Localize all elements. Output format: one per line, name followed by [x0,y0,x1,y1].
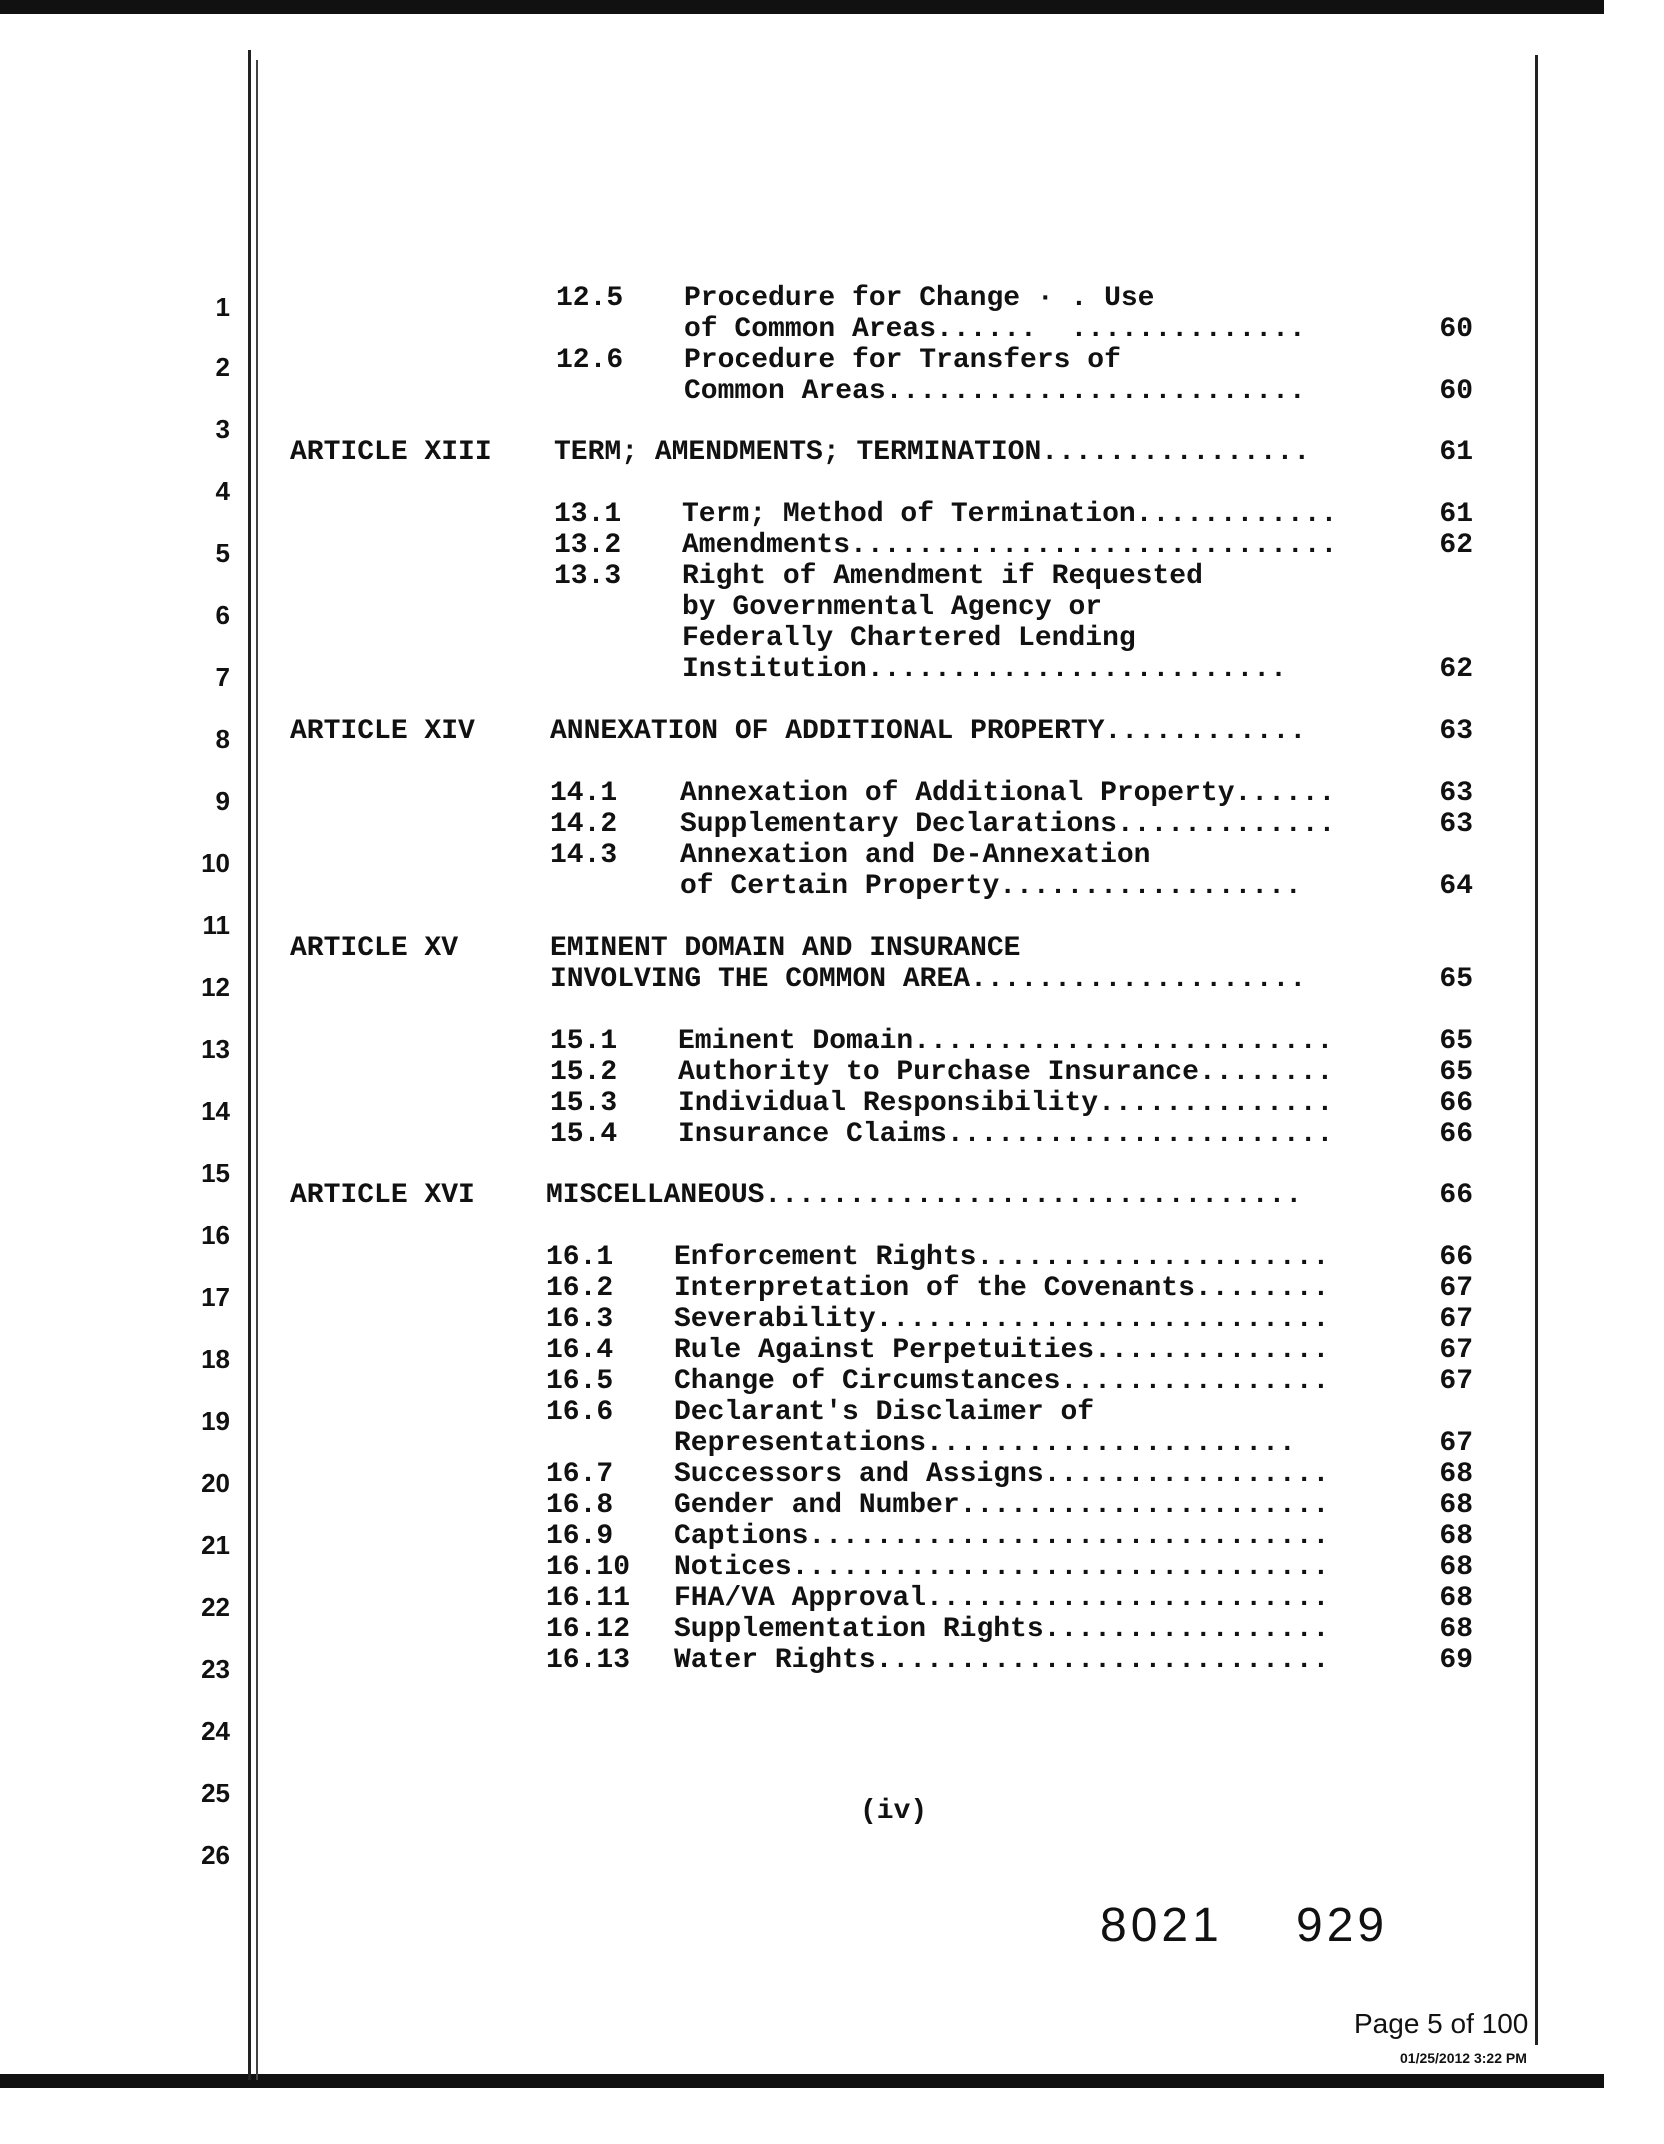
page-reference: 65 [1439,1057,1473,1088]
section-number: 15.1 [550,1026,618,1057]
recording-stamp-page: 929 [1296,1899,1389,1952]
section-title: Term; Method of Termination............ [682,499,1338,530]
right-margin-rule [1535,55,1538,2045]
section-number: 14.2 [550,809,618,840]
section-number: 13.2 [554,530,622,561]
line-number: 23 [201,1654,230,1684]
section-title: Procedure for Transfers of [684,345,1121,376]
section-title: Interpretation of the Covenants........ [674,1273,1330,1304]
section-number: 12.5 [556,283,624,314]
article-label: ARTICLE XIV [290,716,475,747]
article-label: ARTICLE XVI [290,1180,475,1211]
article-title: ANNEXATION OF ADDITIONAL PROPERTY............ [550,716,1307,747]
page-reference: 64 [1439,871,1473,902]
section-title: Insurance Claims....................... [678,1119,1334,1150]
page-reference: 66 [1439,1119,1473,1150]
section-number: 16.9 [546,1521,614,1552]
page-reference: 68 [1439,1583,1473,1614]
scan-edge-top [0,0,1604,14]
line-number: 4 [215,476,230,506]
page-reference: 67 [1439,1428,1473,1459]
line-number: 2 [215,352,230,382]
section-title: Common Areas......................... [684,376,1306,407]
line-number: 17 [201,1282,230,1312]
footer-page-label: Page 5 of 100 [1354,2008,1529,2039]
page-reference: 65 [1439,964,1473,995]
section-title: Eminent Domain......................... [678,1026,1334,1057]
left-margin-rule-inner [256,60,258,2080]
line-number: 13 [201,1034,230,1064]
line-number: 12 [201,972,230,1002]
section-title: FHA/VA Approval........................ [674,1583,1330,1614]
page-reference: 60 [1439,314,1473,345]
scan-edge-bottom [0,2074,1604,2088]
page-reference: 63 [1439,778,1473,809]
page-reference: 67 [1439,1335,1473,1366]
page-reference: 68 [1439,1614,1473,1645]
recording-stamp-book: 8021 [1100,1899,1223,1952]
section-title: Successors and Assigns................. [674,1459,1330,1490]
section-title: Procedure for Change · . Use [684,283,1155,314]
section-title: Federally Chartered Lending [682,623,1136,654]
section-title: Annexation of Additional Property...... [680,778,1336,809]
line-number: 19 [201,1406,230,1436]
section-number: 14.3 [550,840,618,871]
section-title: Supplementation Rights................. [674,1614,1330,1645]
footer-date-time: 01/25/2012 3:22 PM [1400,2050,1527,2066]
line-number: 10 [201,848,230,878]
section-title: Right of Amendment if Requested [682,561,1203,592]
section-title: Severability........................... [674,1304,1330,1335]
section-title: Annexation and De-Annexation [680,840,1151,871]
section-title: Representations...................... [674,1428,1296,1459]
section-number: 13.3 [554,561,622,592]
article-title: EMINENT DOMAIN AND INSURANCE [550,933,1021,964]
section-number: 15.3 [550,1088,618,1119]
line-number: 21 [201,1530,230,1560]
section-title: by Governmental Agency or [682,592,1103,623]
section-title: of Certain Property.................. [680,871,1302,902]
section-number: 16.6 [546,1397,614,1428]
section-title: Gender and Number...................... [674,1490,1330,1521]
section-title: Individual Responsibility.............. [678,1088,1334,1119]
line-number: 14 [201,1096,230,1126]
section-title: Declarant's Disclaimer of [674,1397,1095,1428]
page-reference: 61 [1439,437,1473,468]
line-number: 18 [201,1344,230,1374]
line-number: 6 [215,600,230,630]
section-number: 16.10 [546,1552,631,1583]
section-number: 16.11 [546,1583,631,1614]
page-reference: 63 [1439,809,1473,840]
section-number: 15.2 [550,1057,618,1088]
section-number: 14.1 [550,778,618,809]
article-title: MISCELLANEOUS................................ [546,1180,1303,1211]
line-number: 7 [215,662,230,692]
page-reference: 68 [1439,1490,1473,1521]
section-number: 16.12 [546,1614,631,1645]
page-reference: 63 [1439,716,1473,747]
page-reference: 67 [1439,1366,1473,1397]
page-reference: 62 [1439,530,1473,561]
page-reference: 61 [1439,499,1473,530]
page-reference: 68 [1439,1521,1473,1552]
page-reference: 66 [1439,1242,1473,1273]
line-number: 20 [201,1468,230,1498]
article-title: TERM; AMENDMENTS; TERMINATION................ [554,437,1311,468]
section-title: of Common Areas...... .............. [684,314,1306,345]
section-number: 16.13 [546,1645,631,1676]
section-title: Enforcement Rights..................... [674,1242,1330,1273]
line-number: 11 [202,910,230,940]
line-number: 25 [201,1778,230,1808]
section-title: Rule Against Perpetuities.............. [674,1335,1330,1366]
line-number: 26 [201,1840,230,1870]
line-number: 22 [201,1592,230,1622]
section-number: 16.2 [546,1273,614,1304]
section-title: Notices................................ [674,1552,1330,1583]
line-number: 8 [215,724,230,754]
line-number: 5 [215,538,230,568]
section-title: Authority to Purchase Insurance........ [678,1057,1334,1088]
line-number: 1 [215,292,230,322]
section-title: Supplementary Declarations............. [680,809,1336,840]
line-number: 16 [201,1220,230,1250]
article-label: ARTICLE XIII [290,437,492,468]
section-number: 12.6 [556,345,624,376]
page-reference: 69 [1439,1645,1473,1676]
page-reference: 65 [1439,1026,1473,1057]
section-number: 16.5 [546,1366,614,1397]
section-title: Change of Circumstances................ [674,1366,1330,1397]
section-number: 16.8 [546,1490,614,1521]
page-number-roman: (iv) [860,1796,928,1827]
page-reference: 67 [1439,1304,1473,1335]
left-margin-rule [248,50,251,2080]
section-number: 15.4 [550,1119,618,1150]
page-reference: 68 [1439,1552,1473,1583]
page-reference: 66 [1439,1088,1473,1119]
section-number: 16.3 [546,1304,614,1335]
section-title: Water Rights........................... [674,1645,1330,1676]
line-number: 15 [201,1158,230,1188]
article-label: ARTICLE XV [290,933,459,964]
section-number: 16.7 [546,1459,614,1490]
page-reference: 60 [1439,376,1473,407]
page-reference: 66 [1439,1180,1473,1211]
article-title: INVOLVING THE COMMON AREA.................... [550,964,1307,995]
line-number: 9 [215,786,230,816]
section-title: Captions............................... [674,1521,1330,1552]
line-number: 24 [201,1716,230,1746]
section-number: 16.1 [546,1242,614,1273]
section-title: Amendments............................. [682,530,1338,561]
section-number: 16.4 [546,1335,614,1366]
page-reference: 68 [1439,1459,1473,1490]
page-reference: 67 [1439,1273,1473,1304]
page-reference: 62 [1439,654,1473,685]
section-title: Institution......................... [682,654,1287,685]
section-number: 13.1 [554,499,622,530]
line-number: 3 [215,414,230,444]
